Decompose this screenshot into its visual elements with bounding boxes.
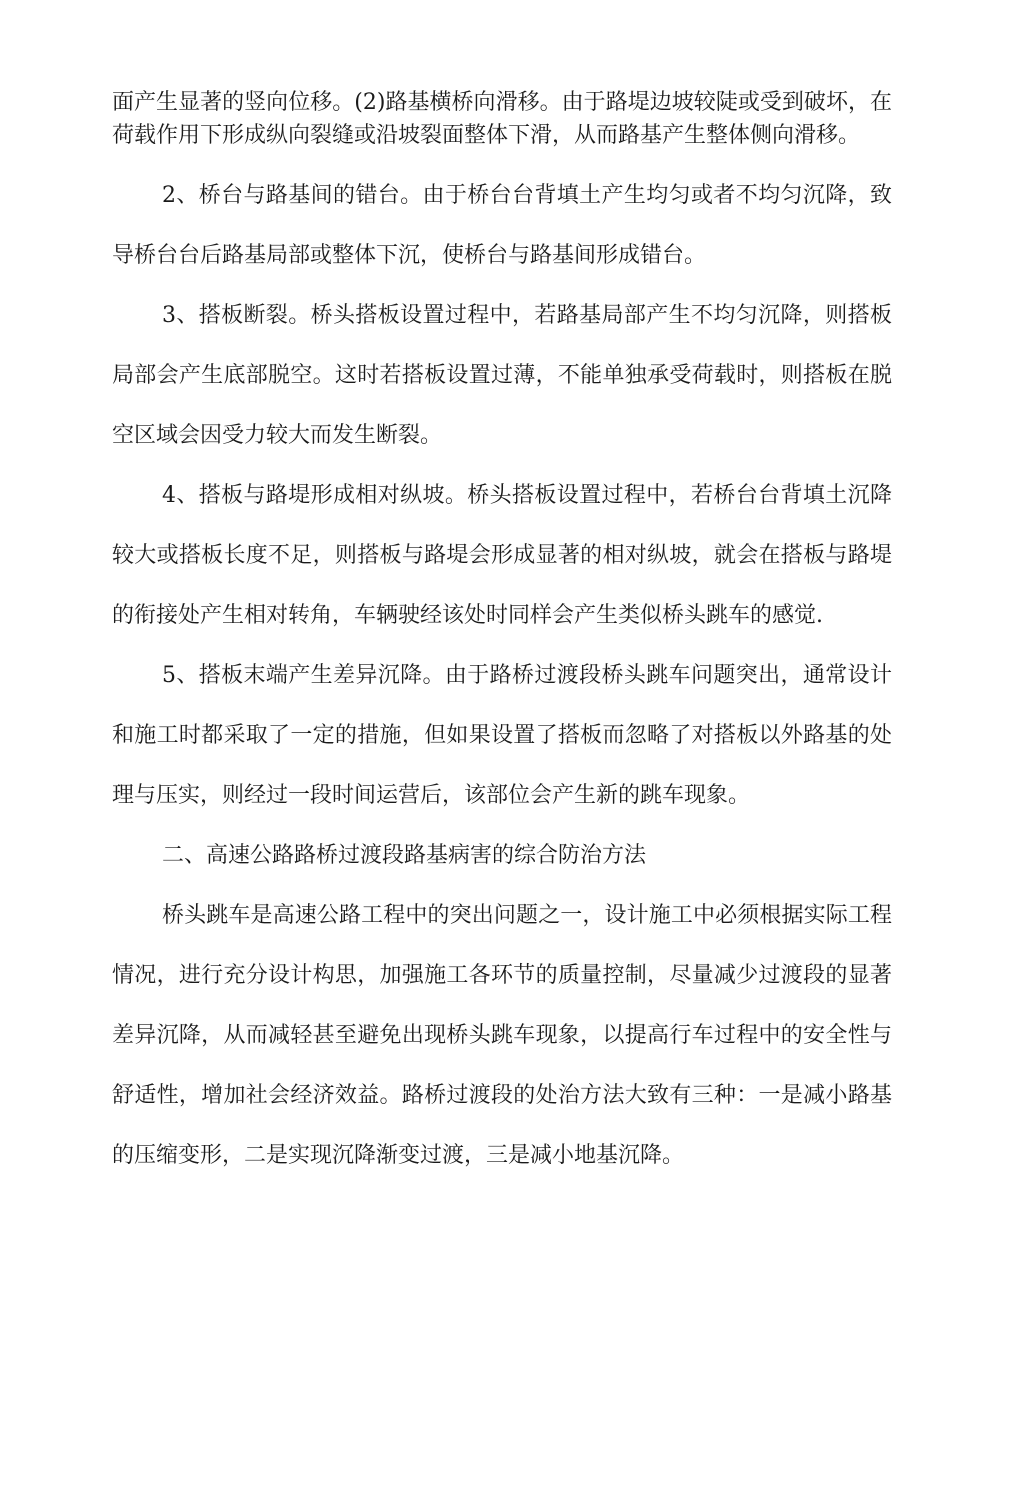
paragraph-continuation: 面产生显著的竖向位移。(2)路基横桥向滑移。由于路堤边坡较陡或受到破坏，在荷载作用下形成纵向裂缝或沿坡裂面整体下滑，从而路基产生整体侧向滑移。: [112, 90, 892, 148]
paragraph-item-4: 4、搭板与路堤形成相对纵坡。桥头搭板设置过程中，若桥台台背填土沉降较大或搭板长度不足，则搭板与路堤会形成显著的相对纵坡，就会在搭板与路堤的衔接处产生相对转角，车辆驶经该处时同样会产生类似桥头跳车的感觉.: [112, 483, 892, 628]
paragraph-section-body: 桥头跳车是高速公路工程中的突出问题之一，设计施工中必须根据实际工程情况，进行充分设计构思，加强施工各环节的质量控制，尽量减少过渡段的显著差异沉降，从而减轻甚至避免出现桥头跳车现象，以提高行车过程中的安全性与舒适性，增加社会经济效益。路桥过渡段的处治方法大致有三种：一是减小路基的压缩变形，二是实现沉降渐变过渡，三是减小地基沉降。: [112, 903, 892, 1168]
document-page: [112, 86, 892, 1186]
paragraph-item-5: 5、搭板末端产生差异沉降。由于路桥过渡段桥头跳车问题突出，通常设计和施工时都采取了一定的措施，但如果设置了搭板而忽略了对搭板以外路基的处理与压实，则经过一段时间运营后，该部位会产生新的跳车现象。: [112, 663, 892, 808]
section-heading: 二、高速公路路桥过渡段路基病害的综合防治方法: [162, 843, 647, 868]
paragraph-item-3: 3、搭板断裂。桥头搭板设置过程中，若路基局部产生不均匀沉降，则搭板局部会产生底部脱空。这时若搭板设置过薄，不能单独承受荷载时，则搭板在脱空区域会因受力较大而发生断裂。: [112, 303, 892, 448]
paragraph-item-2: 2、桥台与路基间的错台。由于桥台台背填土产生均匀或者不均匀沉降，致导桥台台后路基局部或整体下沉，使桥台与路基间形成错台。: [112, 183, 892, 268]
